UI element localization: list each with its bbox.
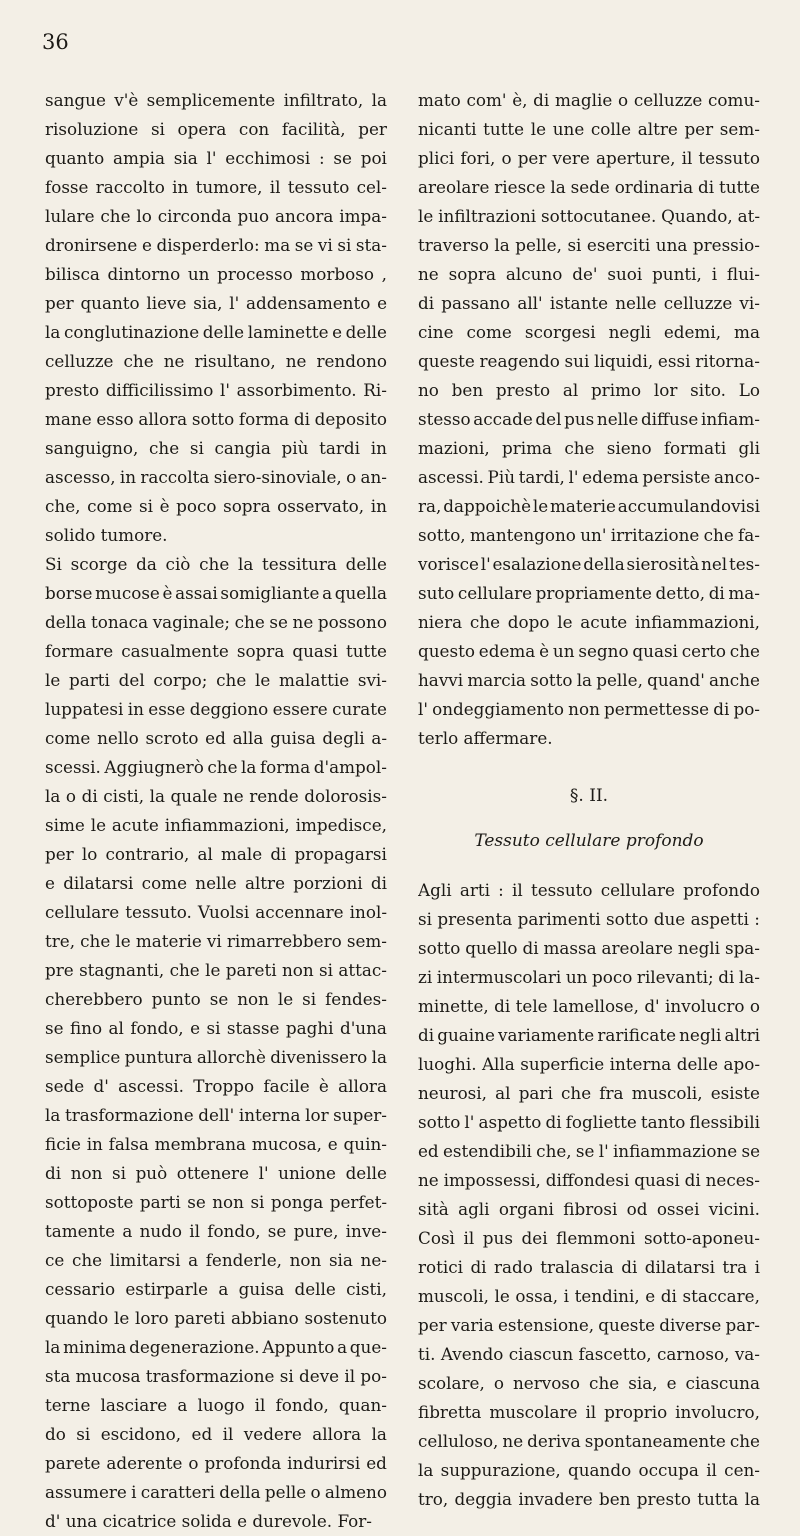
text-line: per quanto lieve sia, l' addensamento e [45, 293, 387, 313]
text-line: cine come scorgesi negli edemi, ma [418, 322, 760, 342]
text-line: terlo affermare. [418, 728, 553, 748]
text-line: si presenta parimenti sotto due aspetti : [418, 909, 760, 929]
text-line: la suppurazione, quando occupa il cen- [418, 1460, 760, 1480]
text-line: ra, dappoichè le materie accumulandovisi [418, 496, 760, 516]
right-column-top-paragraph [418, 86, 760, 753]
left-column [45, 86, 387, 1536]
text-line: le infiltrazioni sottocutanee. Quando, at- [418, 206, 760, 226]
text-line: assumere i caratteri della pelle o almeno [45, 1482, 387, 1502]
text-line: presto difficilissimo l' assorbimento. Ri- [45, 380, 387, 400]
text-line: sottoposte parti se non si ponga perfet- [45, 1192, 387, 1212]
text-line: Agli arti : il tessuto cellulare profondo [418, 880, 760, 900]
text-line: queste reagendo sui liquidi, essi ritorna- [418, 351, 760, 371]
text-line: sità agli organi fibrosi od ossei vicini. [418, 1199, 760, 1219]
text-line: dronirsene e disperderlo: ma se vi si sta- [45, 235, 387, 255]
text-line: terne lasciare a luogo il fondo, quan- [45, 1395, 387, 1415]
text-line: scolare, o nervoso che sia, e ciascuna [418, 1373, 760, 1393]
text-line: celluloso, ne deriva spontaneamente che [418, 1431, 760, 1451]
text-line: ascessi. Più tardi, l' edema persiste anco- [418, 467, 760, 487]
text-line: tamente a nudo il fondo, se pure, inve- [45, 1221, 387, 1241]
text-line: sotto l' aspetto di fogliette tanto flessibili [418, 1112, 760, 1132]
text-line: di guaine variamente rarificate negli altri [418, 1025, 760, 1045]
text-line: sta mucosa trasformazione si deve il po- [45, 1366, 387, 1386]
text-line: stesso accade del pus nelle diffuse infiam- [418, 409, 760, 429]
text-line: muscoli, le ossa, i tendini, e di staccare, [418, 1286, 760, 1306]
text-line: sotto, mantengono un' irritazione che fa- [418, 525, 760, 545]
text-line: celluzze che ne risultano, ne rendono [45, 351, 387, 371]
text-line: le parti del corpo; che le malattie svi- [45, 670, 387, 690]
text-line: minette, di tele lamellose, d' involucro o [418, 996, 760, 1016]
page-number: 36 [42, 30, 69, 54]
text-line: la o di cisti, la quale ne rende dolorosis- [45, 786, 387, 806]
text-line: Si scorge da ciò che la tessitura delle [45, 554, 387, 574]
right-column-bottom-paragraph [418, 876, 760, 1514]
text-line: ne impossessi, diffondesi quasi di neces- [418, 1170, 760, 1190]
text-line: neurosi, al pari che fra muscoli, esiste [418, 1083, 760, 1103]
text-line: mazioni, prima che sieno formati gli [418, 438, 760, 458]
text-line: luppatesi in esse deggiono essere curate [45, 699, 387, 719]
text-line: cellulare tessuto. Vuolsi accennare inol- [45, 902, 387, 922]
text-line: semplice puntura allorchè divenissero la [45, 1047, 387, 1067]
text-line: tre, che le materie vi rimarrebbero sem- [45, 931, 387, 951]
text-line: ascesso, in raccolta siero-sinoviale, o an- [45, 467, 387, 487]
text-line: d' una cicatrice solida e durevole. For- [45, 1511, 372, 1531]
text-line: e dilatarsi come nelle altre porzioni di [45, 873, 387, 893]
text-line: zi intermuscolari un poco rilevanti; di la- [418, 967, 760, 987]
right-column [418, 86, 760, 1514]
section-mark: §. II. [569, 786, 609, 806]
text-line: pre stagnanti, che le pareti non si attac- [45, 960, 387, 980]
text-line: ficie in falsa membrana mucosa, e quin- [45, 1134, 387, 1154]
text-line: vorisce l' esalazione della sierosità nel tes- [418, 554, 760, 574]
text-line: ti. Avendo ciascun fascetto, carnoso, va- [418, 1344, 760, 1364]
text-line: sanguigno, che si cangia più tardi in [45, 438, 387, 458]
text-line: no ben presto al primo lor sito. Lo [418, 380, 760, 400]
text-line: lulare che lo circonda puo ancora impa- [45, 206, 387, 226]
text-line: do si escidono, ed il vedere allora la [45, 1424, 387, 1444]
text-line: bilisca dintorno un processo morboso , [45, 264, 387, 284]
text-line: cherebbero punto se non le si fendes- [45, 989, 387, 1009]
text-line: tro, deggia invadere ben presto tutta la [418, 1489, 760, 1509]
text-line: ed estendibili che, se l' infiammazione se [418, 1141, 760, 1161]
text-line: scessi. Aggiugnerò che la forma d'ampol- [45, 757, 387, 777]
text-line: della tonaca vaginale; che se ne possono [45, 612, 387, 632]
text-line: mato com' è, di maglie o celluzze comu- [418, 90, 760, 110]
text-line: havvi marcia sotto la pelle, quand' anche [418, 670, 760, 690]
text-line: di non si può ottenere l' unione delle [45, 1163, 387, 1183]
text-line: luoghi. Alla superficie interna delle apo- [418, 1054, 760, 1074]
text-line: risoluzione si opera con facilità, per [45, 119, 387, 139]
text-line: la minima degenerazione. Appunto a que- [45, 1337, 387, 1357]
text-line: ne sopra alcuno de' suoi punti, i flui- [418, 264, 760, 284]
text-line: sangue v'è semplicemente infiltrato, la [45, 90, 387, 110]
text-line: che, come si è poco sopra osservato, in [45, 496, 387, 516]
section-title: Tessuto cellulare profondo [474, 831, 704, 851]
text-line: mane esso allora sotto forma di deposito [45, 409, 387, 429]
text-line: solido tumore. [45, 525, 168, 545]
text-line: sede d' ascessi. Troppo facile è allora [45, 1076, 387, 1096]
text-line: quanto ampia sia l' ecchimosi : se poi [45, 148, 387, 168]
text-line: cessario estirparle a guisa delle cisti, [45, 1279, 387, 1299]
text-line: se fino al fondo, e si stasse paghi d'una [45, 1018, 387, 1038]
text-line: Così il pus dei flemmoni sotto-aponeu- [418, 1228, 760, 1248]
text-line: nicanti tutte le une colle altre per sem- [418, 119, 760, 139]
text-line: plici fori, o per vere aperture, il tessuto [418, 148, 760, 168]
text-line: questo edema è un segno quasi certo che [418, 641, 760, 661]
text-line: sotto quello di massa areolare negli spa- [418, 938, 760, 958]
text-line: ce che limitarsi a fenderle, non sia ne- [45, 1250, 387, 1270]
text-line: parete aderente o profonda indurirsi ed [45, 1453, 387, 1473]
text-line: la trasformazione dell' interna lor super- [45, 1105, 387, 1125]
text-line: areolare riesce la sede ordinaria di tutte [418, 177, 760, 197]
text-line: suto cellulare propriamente detto, di ma- [418, 583, 760, 603]
text-line: come nello scroto ed alla guisa degli a- [45, 728, 387, 748]
text-line: di passano all' istante nelle celluzze vi- [418, 293, 760, 313]
text-line: quando le loro pareti abbiano sostenuto [45, 1308, 387, 1328]
text-line: fosse raccolto in tumore, il tessuto cel- [45, 177, 387, 197]
text-line: l' ondeggiamento non permettesse di po- [418, 699, 760, 719]
text-line: per lo contrario, al male di propagarsi [45, 844, 387, 864]
text-line: traverso la pelle, si eserciti una pressio- [418, 235, 760, 255]
text-line: per varia estensione, queste diverse par- [418, 1315, 760, 1335]
text-line: fibretta muscolare il proprio involucro, [418, 1402, 760, 1422]
text-line: borse mucose è assai somigliante a quella [45, 583, 387, 603]
text-line: niera che dopo le acute infiammazioni, [418, 612, 760, 632]
text-line: la conglutinazione delle laminette e delle [45, 322, 387, 342]
text-line: rotici di rado tralascia di dilatarsi tra i [418, 1257, 760, 1277]
text-line: sime le acute infiammazioni, impedisce, [45, 815, 387, 835]
text-line: formare casualmente sopra quasi tutte [45, 641, 387, 661]
